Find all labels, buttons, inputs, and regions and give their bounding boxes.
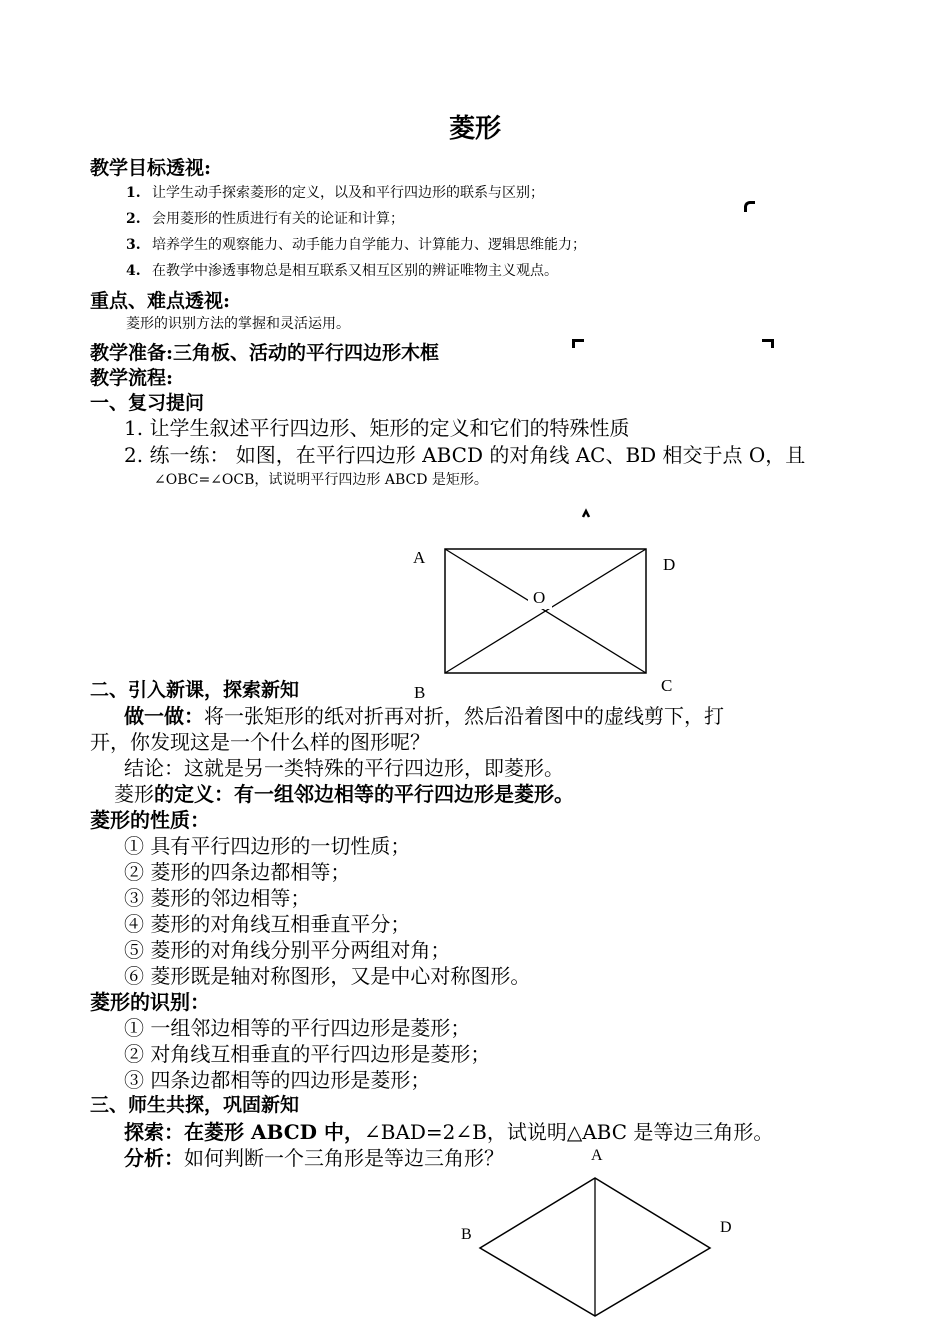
property-item: ① 具有平行四边形的一切性质； [124, 834, 411, 858]
goal-num: 1. [126, 185, 141, 201]
corner-mark [572, 339, 584, 348]
goal-num: 2. [126, 211, 141, 227]
vertex-label-d: D [720, 1219, 732, 1236]
keypoints-heading: 重点、难点透视: [90, 290, 231, 312]
goal-text: 会用菱形的性质进行有关的论证和计算； [152, 211, 404, 227]
goal-item-4 [126, 260, 558, 280]
vertex-label-b: B [461, 1226, 472, 1243]
goal-text: 培养学生的观察能力、动手能力自学能力、计算能力、逻辑思维能力； [152, 237, 586, 253]
review-item-1: 1. 让学生叙述平行四边形、矩形的定义和它们的特殊性质 [124, 416, 630, 440]
try-line-1 [124, 700, 724, 729]
goal-item-1 [126, 182, 544, 202]
definition-text: 的定义：有一组邻边相等的平行四边形是菱形。 [154, 782, 574, 806]
analysis-text: 如何判断一个三角形是等边三角形？ [184, 1146, 504, 1170]
vertex-label-d: D [663, 555, 676, 574]
rhombus-figure [450, 1140, 750, 1320]
flow-heading: 教学流程: [90, 367, 174, 389]
properties-heading: 菱形的性质： [90, 808, 210, 832]
identify-item: ③ 四条边都相等的四边形是菱形； [124, 1068, 431, 1092]
corner-mark [744, 201, 755, 212]
property-item: ④ 菱形的对角线互相垂直平分； [124, 912, 411, 936]
rectangle-figure [400, 505, 700, 705]
goals-heading: 教学目标透视: [90, 157, 212, 179]
review-heading: 一、复习提问 [90, 392, 205, 414]
vertex-label-a: A [591, 1147, 603, 1164]
try-text: 将一张矩形的纸对折再对折，然后沿着图中的虚线剪下，打 [204, 704, 724, 728]
try-line-2: 开，你发现这是一个什么样的图形呢？ [90, 730, 430, 754]
property-item: ⑤ 菱形的对角线分别平分两组对角； [124, 938, 451, 962]
conclusion: 结论：这就是另一类特殊的平行四边形，即菱形。 [124, 756, 564, 780]
definition-prefix: 菱形 [114, 782, 154, 806]
keypoints-text: 菱形的识别方法的掌握和灵活运用。 [126, 316, 350, 332]
identify-heading: 菱形的识别： [90, 990, 210, 1014]
try-label: 做一做： [124, 704, 204, 728]
goal-item-2 [126, 208, 404, 228]
vertex-label-b: B [414, 683, 426, 702]
identify-item: ② 对角线互相垂直的平行四边形是菱形； [124, 1042, 491, 1066]
explore-text: ∠BAD=2∠B，试说明△ABC 是等边三角形。 [363, 1120, 774, 1144]
explore-label: 探索：在菱形 ABCD 中， [124, 1120, 364, 1144]
goal-text: 在教学中渗透事物总是相互联系又相互区别的辨证唯物主义观点。 [152, 263, 558, 279]
review-item-2-cont: ∠OBC=∠OCB，试说明平行四边形 ABCD 是矩形。 [154, 472, 488, 488]
identify-item: ① 一组邻边相等的平行四边形是菱形； [124, 1016, 471, 1040]
newlesson-heading: 二、引入新课，探索新知 [90, 679, 300, 701]
goal-item-3 [126, 234, 586, 254]
rhombus-definition [114, 778, 574, 807]
goal-num: 4. [126, 263, 141, 279]
tick-mark [583, 511, 589, 517]
page-title: 菱形 [448, 114, 501, 144]
preparation: 教学准备:三角板、活动的平行四边形木框 [90, 342, 440, 364]
property-item: ⑥ 菱形既是轴对称图形，又是中心对称图形。 [124, 964, 531, 988]
corner-mark [762, 339, 774, 348]
analysis-label: 分析： [124, 1146, 184, 1170]
property-item: ② 菱形的四条边都相等； [124, 860, 351, 884]
analysis [124, 1142, 504, 1171]
vertex-label-a: A [413, 548, 426, 567]
vertex-label-c: C [661, 676, 673, 695]
goal-num: 3. [126, 237, 141, 253]
review-item-2: 2. 练一练： 如图，在平行四边形 ABCD 的对角线 AC、BD 相交于点 O，且 [124, 443, 806, 467]
center-label-o: O [533, 588, 546, 607]
property-item: ③ 菱形的邻边相等； [124, 886, 311, 910]
goal-text: 让学生动手探索菱形的定义，以及和平行四边形的联系与区别； [152, 185, 544, 201]
explore-heading: 三、师生共探，巩固新知 [90, 1094, 300, 1116]
